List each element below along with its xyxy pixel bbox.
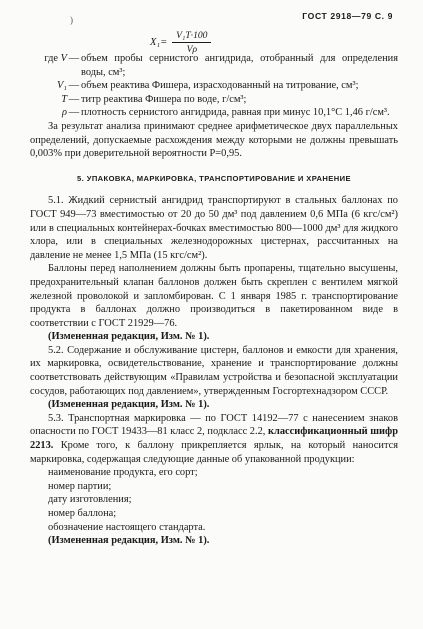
- definition-symbol: где V: [44, 53, 67, 64]
- definition-text: объем реактива Фишера, израсходованный на титрование, см³;: [81, 80, 359, 92]
- definition-symbol: T: [61, 93, 67, 105]
- paragraph-5-3: 5.3. Транспортная маркировка — по ГОСТ 14192—77 с нанесением знаков опасности по ГОСТ 19433—81 класс 2, подкласс 2.2, классификационный шифр 2213. Кроме того, к баллону прикрепляется ярлык, на который наносится маркировка, содержащая следующие данные об упакованной продукции:: [30, 412, 398, 465]
- result-paragraph: За результат анализа принимают среднее арифметическое двух параллельных определений, допускаемые расхождения между которыми не должны превышать 0,003% при доверительной вероятности P=0,95.: [30, 120, 398, 160]
- formula-denominator: Vρ: [186, 44, 198, 55]
- label-data-list: [30, 466, 398, 534]
- definition-text: титр реактива Фишера по воде, г/см³;: [81, 93, 247, 105]
- formula-numerator: V₁T·100: [172, 30, 211, 43]
- definition-dash: —: [68, 93, 80, 105]
- definition-row: [30, 106, 398, 120]
- definition-row: [30, 93, 398, 107]
- list-item: наименование продукта, его сорт;: [48, 467, 198, 479]
- amendment-note: (Измененная редакция, Изм. № 1).: [48, 331, 210, 343]
- definition-row: [30, 52, 398, 79]
- definition-symbol: V₁: [57, 80, 67, 92]
- definition-symbol: ρ: [62, 107, 67, 119]
- variable-definitions: [30, 52, 398, 120]
- document-body: [30, 52, 398, 548]
- amendment-note: (Измененная редакция, Изм. № 1).: [48, 535, 210, 547]
- definition-dash: —: [68, 80, 80, 92]
- definition-row: [30, 79, 398, 93]
- definition-dash: —: [68, 53, 80, 64]
- definition-text: плотность сернистого ангидрида, равная при минус 10,1°С 1,46 г/см³.: [81, 107, 390, 119]
- paragraph-5-1: 5.1. Жидкий сернистый ангидрид транспортируют в стальных баллонах по ГОСТ 949—73 вместимостью от 20 до 50 дм³ под давлением 0,6 МПа (6 кгс/см²) или в специальных контейнерах-бочках вместимостью 800—1000 дм³ для жидкого хлора, или в специальных железнодорожных цистернах, рассчитанных на давление не менее 1,5 МПа (15 кгс/см²).: [30, 195, 398, 261]
- list-item: дату изготовления;: [48, 494, 132, 506]
- formula-lhs: X₁=: [150, 36, 168, 48]
- list-item: номер баллона;: [48, 508, 117, 519]
- list-item: номер партии;: [48, 480, 112, 492]
- amendment-note: (Измененная редакция, Изм. № 1).: [48, 399, 210, 411]
- paragraph-5-2: 5.2. Содержание и обслуживание цистерн, баллонов и емкости для хранения, их маркировка, освидетельствование, хранение и транспортирование должны соответствовать действующим «Правилам устройства и безопасной эксплуатации сосудов, работающих под давлением», утвержденным Госгортехнадзором СССР.: [30, 344, 398, 397]
- section-title: 5. УПАКОВКА, МАРКИРОВКА, ТРАНСПОРТИРОВАНИЕ И ХРАНЕНИЕ: [77, 173, 351, 183]
- list-item: обозначение настоящего стандарта.: [48, 521, 206, 533]
- definition-text: объем пробы сернистого ангидрида, отобранный для определения воды, см³;: [81, 53, 398, 78]
- definition-dash: —: [68, 107, 80, 119]
- page-header: ГОСТ 2918—79 С. 9: [302, 11, 393, 21]
- margin-mark: ): [70, 15, 73, 25]
- paragraph-5-1-cylinders: Баллоны перед наполнением должны быть пропарены, тщательно высушены, предохранительный клапан баллонов должен быть скреплен с вентилем мягкой железной проволокой и запломбирован. С 1 января 1985 г. транспортирование продукта в баллонах должно производиться в пакетированном виде в соответствии с ГОСТ 21929—76.: [30, 263, 398, 329]
